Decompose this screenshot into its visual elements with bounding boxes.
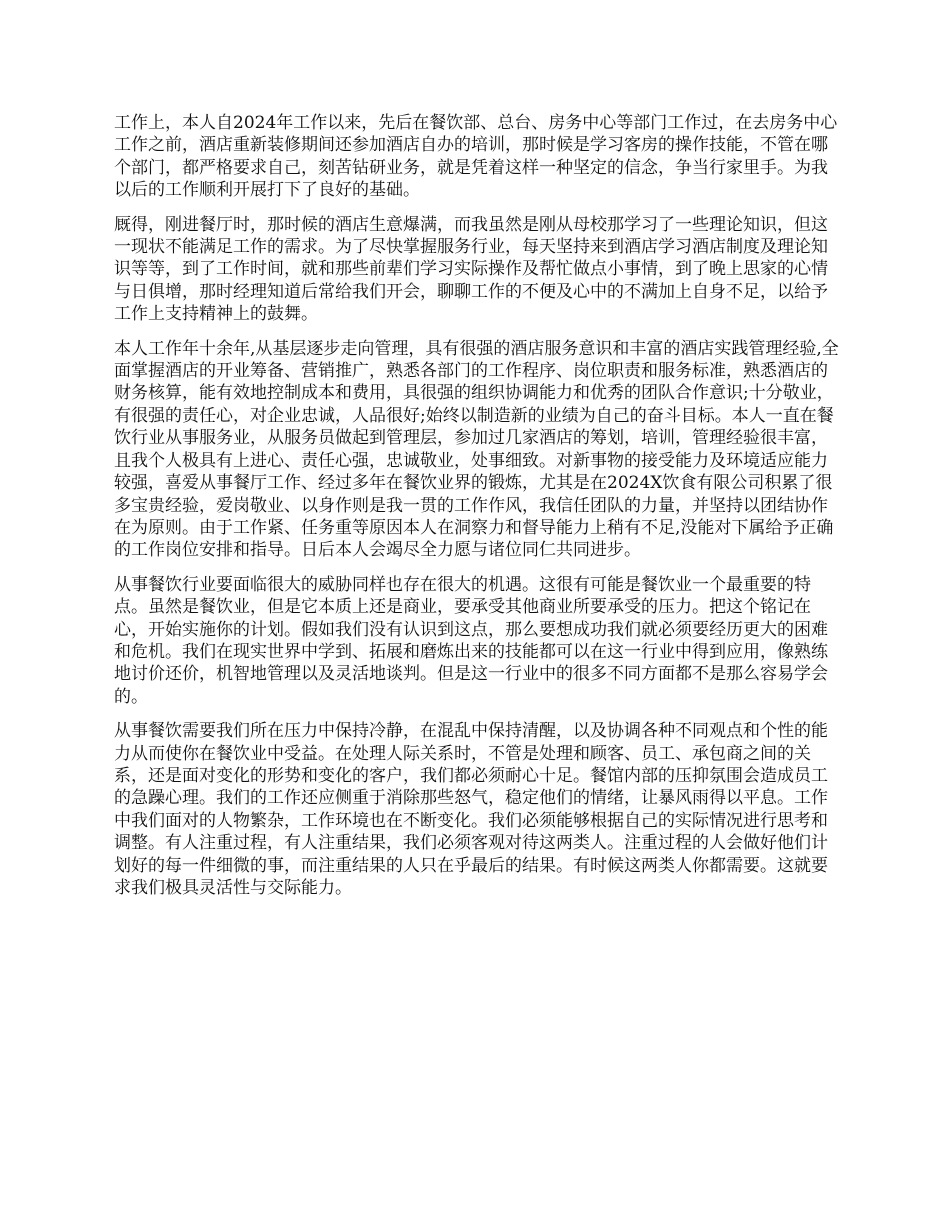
paragraph-4: 从事餐饮行业要面临很大的威胁同样也存在很大的机遇。这很有可能是餐饮业一个最重要的特点。虽然是餐饮业，但是它本质上还是商业，要承受其他商业所要承受的压力。把这个铭记在心，开始实施你的计划。假如我们没有认识到这点，那么要想成功我们就必须要经历更大的困难和危机。我们在现实世界中学到、拓展和磨炼出来的技能都可以在这一行业中得到应用，像熟练地讨价还价，机智地管理以及灵活地谈判。但是这一行业中的很多不同方面都不是那么容易学会的。 xyxy=(114,574,828,707)
paragraph-2: 厩得，刚进餐厅时，那时候的酒店生意爆满，而我虽然是刚从母校那学习了一些理论知识，但这一现状不能满足工作的需求。为了尽快掌握服务行业，每天坚持来到酒店学习酒店制度及理论知识等等，到了工作时间，就和那些前辈们学习实际操作及帮忙做点小事情，到了晚上思家的心情与日俱增，那时经理知道后常给我们开会，聊聊工作的不便及心中的不满加上自身不足，以给予工作上支持精神上的鼓舞。 xyxy=(114,214,828,325)
paragraph-1: 工作上，本人自2024年工作以来，先后在餐饮部、总台、房务中心等部门工作过，在去房务中心工作之前，酒店重新装修期间还参加酒店自办的培训，那时候是学习客房的操作技能，不管在哪个部门，都严格要求自己，刻苦钻研业务，就是凭着这样一种坚定的信念，争当行家里手。为我以后的工作顺利开展打下了良好的基础。 xyxy=(114,113,838,201)
paragraph-3: 本人工作年十余年,从基层逐步走向管理，具有很强的酒店服务意识和丰富的酒店实践管理经验,全面掌握酒店的开业筹备、营销推广，熟悉各部门的工作程序、岗位职责和服务标准，熟悉酒店的财务核算，能有效地控制成本和费用，具很强的组织协调能力和优秀的团队合作意识;十分敬业，有很强的责任心，对企业忠诚，人品很好;始终以制造新的业绩为自己的奋斗目标。本人一直在餐饮行业从事服务业，从服务员做起到管理层，参加过几家酒店的筹划，培训，管理经验很丰富，且我个人极具有上进心、责任心强，忠诚敬业，处事细致。对新事物的接受能力及环境适应能力较强，喜爱从事餐厅工作、经过多年在餐饮业界的锻炼，尤其是在2024X饮食有限公司积累了很多宝贵经验，爱岗敬业、以身作则是我一贯的工作作风，我信任团队的力量，并坚持以团结协作在为原则。由于工作紧、任务重等原因本人在洞察力和督导能力上稍有不足,没能对下属给予正确的工作岗位安排和指导。日后本人会竭尽全力愿与诸位同仁共同进步。 xyxy=(114,338,839,561)
document-body xyxy=(114,112,840,911)
paragraph-5: 从事餐饮需要我们所在压力中保持冷静，在混乱中保持清醒，以及协调各种不同观点和个性的能力从而使你在餐饮业中受益。在处理人际关系时，不管是处理和顾客、员工、承包商之间的关系，还是面对变化的形势和变化的客户，我们都必须耐心十足。餐馆内部的压抑氛围会造成员工的急躁心理。我们的工作还应侧重于消除那些怒气，稳定他们的情绪，让暴风雨得以平息。工作中我们面对的人物繁杂，工作环境也在不断变化。我们必须能够根据自己的实际情况进行思考和调整。有人注重过程，有人注重结果，我们必须客观对待这两类人。注重过程的人会做好他们计划好的每一件细微的事，而注重结果的人只在乎最后的结果。有时候这两类人你都需要。这就要求我们极具灵活性与交际能力。 xyxy=(114,721,828,898)
